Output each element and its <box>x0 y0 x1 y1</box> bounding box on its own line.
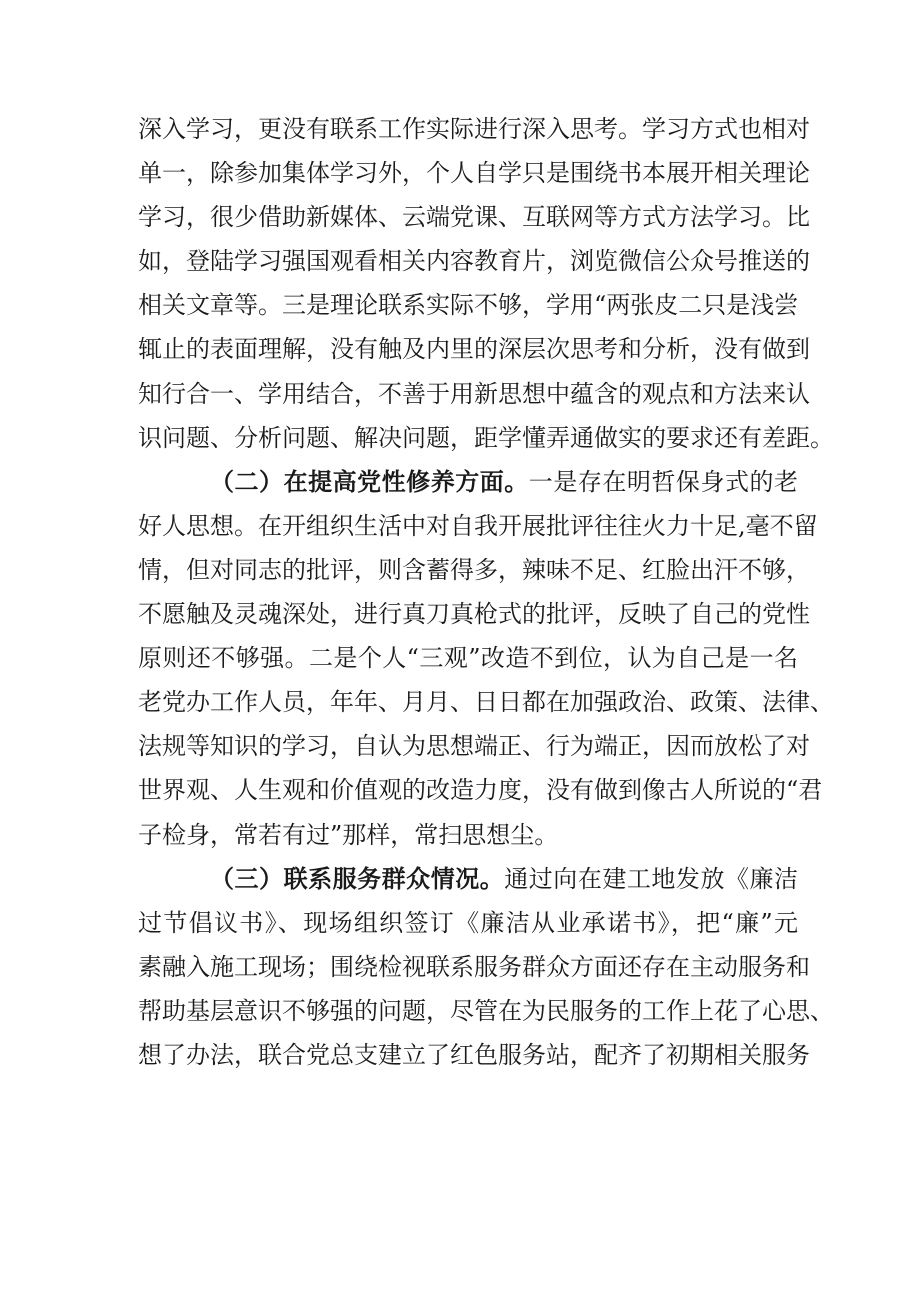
text-span: 通过向在建工地发放《廉洁 <box>504 864 799 893</box>
text-line: 情，但对同志的批评，则含蓄得多，辣味不足、红脸出汗不够， <box>138 555 810 584</box>
text-line: 学习，很少借助新媒体、云端党课、互联网等方式方法学习。比 <box>138 203 810 232</box>
text-line: 老党办工作人员，年年、月月、日日都在加强政治、政策、法律、 <box>138 688 834 717</box>
text-line: 帮助基层意识不够强的问题，尽管在为民服务的工作上花了心思、 <box>138 996 834 1025</box>
text-line: 知行合一、学用结合，不善于用新思想中蕴含的观点和方法来认 <box>138 379 810 408</box>
text-span: 一是存在明哲保身式的老 <box>528 467 799 496</box>
section-heading: （三）联系服务群众情况。 <box>210 864 505 893</box>
text-line: 识问题、分析问题、解决问题，距学懂弄通做实的要求还有差距。 <box>138 423 834 452</box>
text-line: 法规等知识的学习，自认为思想端正、行为端正，因而放松了对 <box>138 732 810 761</box>
text-line: 单一，除参加集体学习外，个人自学只是围绕书本展开相关理论 <box>138 159 810 188</box>
paragraph-1 <box>138 107 834 460</box>
text-line: 不愿触及灵魂深处，进行真刀真枪式的批评，反映了自己的党性 <box>138 600 810 629</box>
paragraph-first-line <box>138 857 798 901</box>
text-line: 好人思想。在开组织生活中对自我开展批评往往火力十足,毫不留 <box>138 511 818 540</box>
paragraph-3 <box>138 857 834 1077</box>
document-body <box>138 107 834 1077</box>
paragraph-first-line <box>138 460 798 504</box>
text-line: 如，登陆学习强国观看相关内容教育片，浏览微信公众号推送的 <box>138 247 810 276</box>
text-line: 原则还不够强。二是个人“三观”改造不到位，认为自己是一名 <box>138 644 798 673</box>
text-line: 世界观、人生观和价值观的改造力度，没有做到像古人所说的“君 <box>138 776 823 805</box>
text-line: 素融入施工现场；围绕检视联系服务群众方面还存在主动服务和 <box>138 952 810 981</box>
text-line: 想了办法，联合党总支建立了红色服务站，配齐了初期相关服务 <box>138 1040 810 1069</box>
paragraph-2 <box>138 460 834 857</box>
text-line: 过节倡议书》、现场组织签订《廉洁从业承诺书》，把“廉”元 <box>138 908 798 937</box>
text-line: 子检身，常若有过”那样，常扫思想尘。 <box>138 820 559 849</box>
text-line: 深入学习，更没有联系工作实际进行深入思考。学习方式也相对 <box>138 115 810 143</box>
section-heading: （二）在提高党性修养方面。 <box>210 467 529 496</box>
text-line: 相关文章等。三是理论联系实际不够，学用“两张皮二只是浅尝 <box>138 291 799 320</box>
text-line: 辄止的表面理解，没有触及内里的深层次思考和分析，没有做到 <box>138 335 810 364</box>
